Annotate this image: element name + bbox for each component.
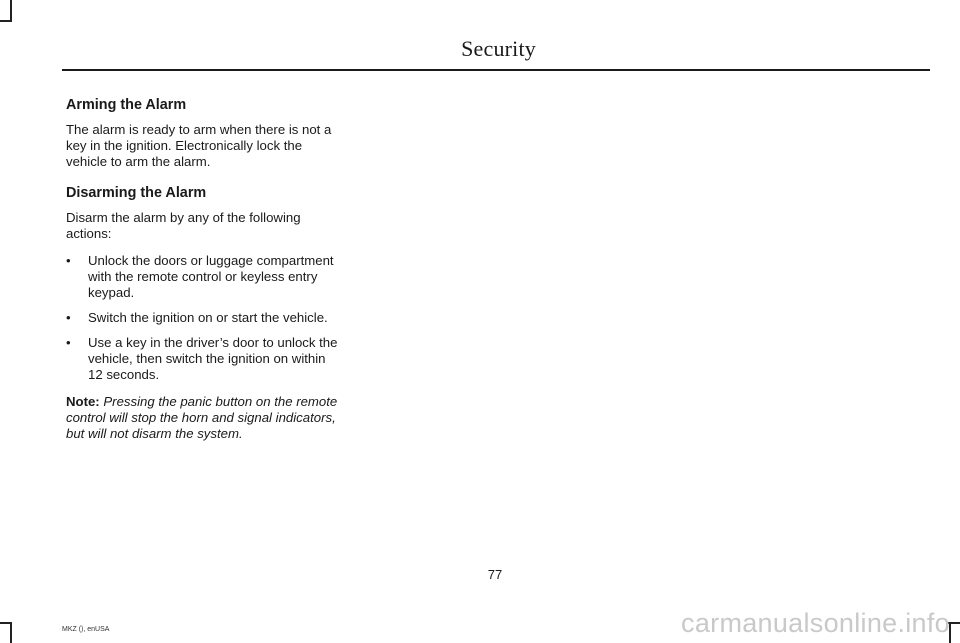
crop-mark-top-left-vertical [10,0,12,20]
list-item [66,335,341,383]
disarm-actions-list [66,253,341,383]
list-item [66,253,341,301]
crop-mark-top-left-horizontal [0,20,12,22]
watermark: carmanualsonline.info [681,608,950,638]
note-text: Pressing the panic button on the remote control will stop the horn and signal indicators, but will not disarm the system. [66,394,338,441]
list-item-text: Switch the ignition on or start the vehicle. [88,310,328,325]
list-item-text: Use a key in the driver’s door to unlock the vehicle, then switch the ignition on within 12 seconds. [88,335,338,382]
bullet-glyph: • [66,335,71,350]
list-item-text: Unlock the doors or luggage compartment with the remote control or keyless entry keypad. [88,253,334,300]
arming-heading: Arming the Alarm [66,97,187,113]
bullet-glyph: • [66,253,71,268]
page-number: 77 [487,567,503,582]
crop-mark-bottom-left-horizontal [0,622,12,624]
header-divider [62,69,930,71]
page-content [66,96,341,453]
note-paragraph [66,394,341,442]
disarming-intro: Disarm the alarm by any of the following actions: [66,210,301,241]
arming-body: The alarm is ready to arm when there is not a key in the ignition. Electronically lock the vehicle to arm the alarm. [66,122,332,169]
bullet-glyph: • [66,310,71,325]
crop-mark-bottom-left-vertical [10,623,12,643]
note-label: Note: [66,394,100,409]
document-code: MKZ (), enUSA [62,626,110,633]
section-title: Security [461,36,536,61]
list-item [66,310,341,326]
disarming-heading: Disarming the Alarm [66,185,207,201]
